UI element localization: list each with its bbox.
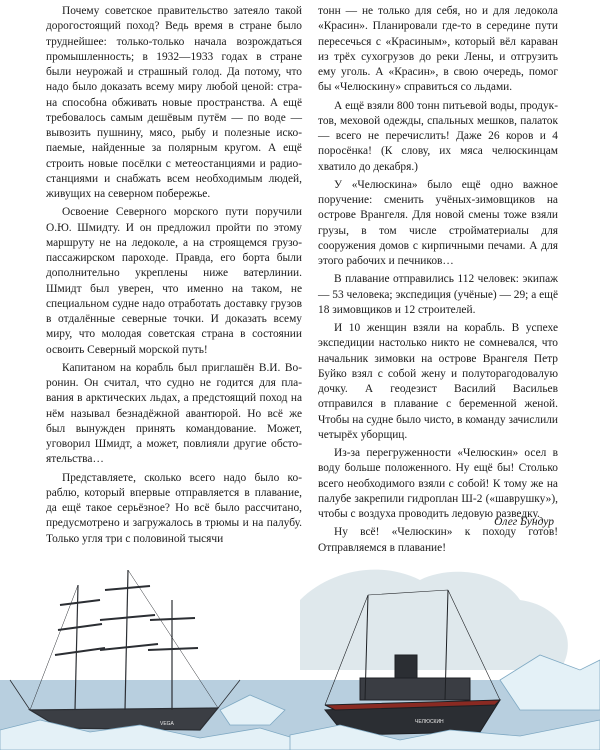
paragraph: И 10 женщин взяли на корабль. В успехе экспедиции настолько никто не сомневался, что начальник зимовки на острове Врангеля Петр Буйко взял с собой жену и полуторагодовалую дочку. А геодезист Василий Васильев отправился в плавание с беременной женой. Чтобы на судне было чисто, в команду зачислили четырёх уборщиц. xyxy=(318,322,558,441)
ship-vega-name: VEGA xyxy=(160,721,174,727)
paragraph: Почему советское правительство затеяло такой дорогостоящий поход? Ведь время в стране было труднейшее: только-только начала возрождаться промышленность; в 1932—1933 годах в стране были неурожай и страшный голод. Да потому, что надо было доказать всему миру любой ценой: страна способна обживать новые пространства. А ещё требовалось самым дешёвым путём — по воде — вывозить пушнину, мясо, рыбу и полезные ископаемые, найденные за полярным кругом. А ещё строить новые посёлки с метеостанциями и радиостанциями и снабжать всем необходимым людей, живущих на северном побережье. xyxy=(46,5,302,200)
paragraph: тонн — не только для себя, но и для ледокола «Красин». Планировали где-то в середине пути пересечься с «Красиным», который вёл караван из трёх сухогрузов до реки Лены, и отгрузить ему уголь. А «Красин», в свою очередь, помог бы «Челюскину» справиться со льдами. xyxy=(318,5,558,94)
article-left-column xyxy=(46,4,302,547)
paragraph: Ну всё! «Челюскин» к походу готов! Отправляемся в плавание! xyxy=(318,526,558,554)
ship-chelyuskin-name: ЧЕЛЮСКИН xyxy=(415,719,444,725)
paragraph: Освоение Северного морского пути поручили О.Ю. Шмидту. И он предложил пройти по этому маршруту не на ледоколе, а на строящемся грузопассажирском пароходе. Правда, его борта были дополнительно укреплены ниже ватерлинии. Шмидт был уверен, что именно на таком, не специальном судне надо отработать доставку грузов в отдалённые северные точки. И доказать всему миру, что молодая советская страна в состоянии освоить Северный морской путь! xyxy=(46,206,302,356)
paragraph: В плавание отправились 112 человек: экипаж — 53 человека; экспедиция (учёные) — 29; а ещё 18 зимовщиков и 12 строителей. xyxy=(318,273,558,316)
paragraph: А ещё взяли 800 тонн питьевой воды, продуктов, меховой одежды, спальных мешков, палаток — всего не перечислить! Даже 26 коров и 4 поросёнка! (К слову, их мяса челюскинцам хватило до декабря.) xyxy=(318,99,558,173)
paragraph: У «Челюскина» было ещё одно важное поручение: сменить учёных-зимовщиков на острове Врангеля. Для новой смены тоже взяли грузы, в том числе стройматериалы для сооружения домов с кирпичными печами. А для этого рабочих и печников… xyxy=(318,178,558,267)
article-right-column xyxy=(318,4,558,556)
smoke-cloud xyxy=(300,570,568,670)
paragraph: Капитаном на корабль был приглашён В.И. Воронин. Он считал, что судно не годится для плавания в арктических льдах, а предстоящий поход на нём называл безнадёжной авантюрой. Но всё же был вынужден принять командование. Может, уговорил Шмидт, а может, повлияли другие обстоятельства… xyxy=(46,361,302,466)
ships-in-ice-illustration xyxy=(0,560,600,750)
paragraph: Представляете, сколько всего надо было кораблю, который впервые отправляется в плавание, да ещё такое серьёзное? Но всё было рассчитано, предусмотрено и загружалось в трюмы и на палубу. Только угля три с половиной тысячи xyxy=(46,471,302,545)
author-signature: Олег Бундур xyxy=(494,516,554,528)
paragraph: Из-за перегруженности «Челюскин» осел в воду больше положенного. Ну ещё бы! Столько всего необходимого взяли с собой! К тому же на палубе закрепили гидроплан Ш-2 («шаврушку»), чтобы с воздуха проводить ледовую разведку. xyxy=(318,447,558,520)
